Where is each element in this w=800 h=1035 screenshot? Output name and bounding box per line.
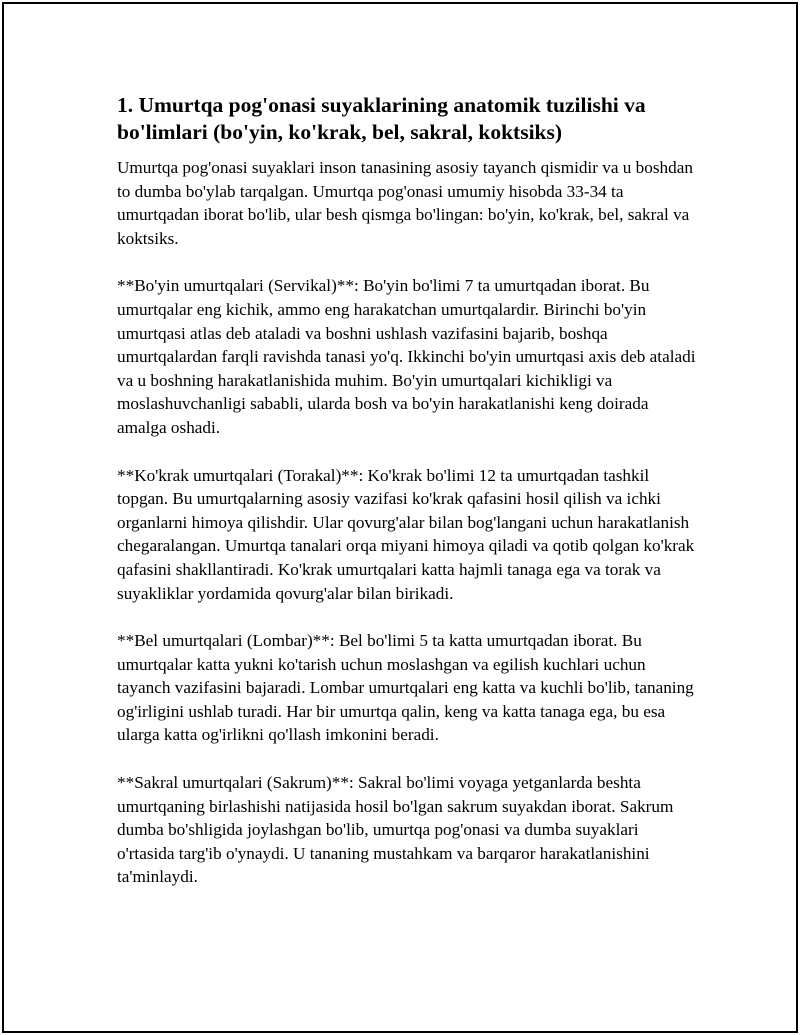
lumbar-paragraph: **Bel umurtqalari (Lombar)**: Bel bo'limi 5 ta katta umurtqadan iborat. Bu umurtqalar katta yukni ko'tarish uchun moslashgan va egilish kuchlari uchun tayanch vazifasini bajaradi. Lombar umurtqalari eng katta va kuchli bo'lib, tananing og'irligini ushlab turadi. Har bir umurtqa qalin, keng va katta tanaga ega, bu esa ularga katta og'irlikni qo'llash imkonini beradi. [117,631,694,745]
thoracic-paragraph: **Ko'krak umurtqalari (Torakal)**: Ko'krak bo'limi 12 ta umurtqadan tashkil topgan. Bu umurtqalarning asosiy vazifasi ko'krak qafasini hosil qilish va ichki organlarni himoya qilishdir. Ular qovurg'alar bilan bog'langani uchun harakatlanish chegaralangan. Umurtqa tanalari orqa miyani himoya qiladi va qotib qolgan ko'krak qafasini shakllantiradi. Ko'krak umurtqalari katta hajmli tanaga ega va torak va suyakliklar yordamida qovurg'alar bilan birikadi. [117,465,695,603]
sacral-paragraph: **Sakral umurtqalari (Sakrum)**: Sakral bo'limi voyaga yetganlarda beshta umurtqaning birlashishi natijasida hosil bo'lgan sakrum suyakdan iborat. Sakrum dumba bo'shligida joylashgan bo'lib, umurtqa pog'onasi va dumba suyaklari o'rtasida targ'ib o'ynaydi. U tananing mustahkam va barqaror harakatlanishini ta'minlaydi. [117,773,674,887]
cervical-paragraph: **Bo'yin umurtqalari (Servikal)**: Bo'yin bo'limi 7 ta umurtqadan iborat. Bu umurtqalar eng kichik, ammo eng harakatchan umurtqalardir. Birinchi bo'yin umurtqasi atlas deb ataladi va boshni ushlash vazifasini bajarib, boshqa umurtqalardan farqli ravishda tanasi yo'q. Ikkinchi bo'yin umurtqasi axis deb ataladi va u boshning harakatlanishida muhim. Bo'yin umurtqalari kichikligi va moslashuvchanligi sababli, ularda bosh va bo'yin harakatlanishi keng doirada amalga oshadi. [117,276,696,437]
document-body [117,92,697,913]
section-heading: 1. Umurtqa pog'onasi suyaklarining anatomik tuzilishi va bo'limlari (bo'yin, ko'krak, bel, sakral, koktsiks) [117,93,646,144]
intro-paragraph: Umurtqa pog'onasi suyaklari inson tanasining asosiy tayanch qismidir va u boshdan to dumba bo'ylab tarqalgan. Umurtqa pog'onasi umumiy hisobda 33-34 ta umurtqadan iborat bo'lib, ular besh qismga bo'lingan: bo'yin, ko'krak, bel, sakral va koktsiks. [117,158,693,248]
